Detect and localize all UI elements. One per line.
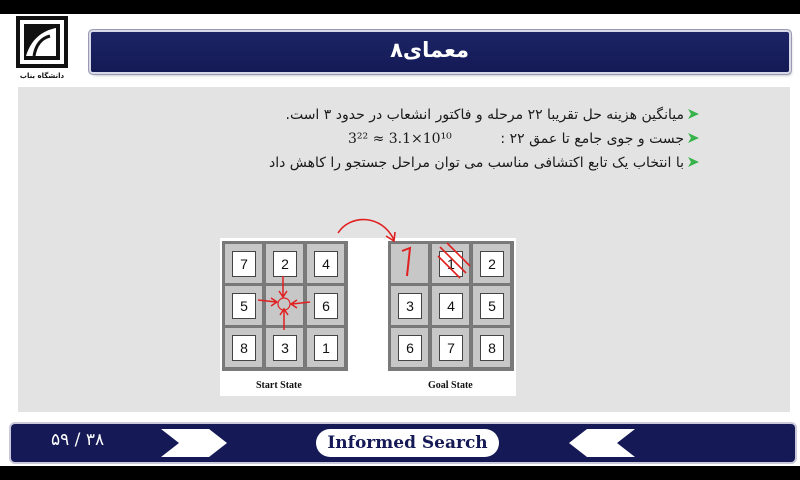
puzzle-tile: 1 — [314, 335, 338, 361]
bullet-item — [100, 127, 700, 151]
puzzle-tile: 5 — [232, 293, 256, 319]
puzzle-cell — [306, 327, 345, 368]
puzzle-tile: 7 — [439, 335, 463, 361]
complexity-formula: 3²² ≈ 3.1×10¹⁰ — [348, 131, 452, 147]
puzzle-cell — [390, 327, 429, 368]
puzzle-cell — [472, 243, 511, 284]
puzzle-tile: 2 — [273, 251, 297, 277]
puzzle-cell — [265, 327, 304, 368]
goal-state-board — [388, 241, 514, 371]
start-state-board — [222, 241, 348, 371]
goal-state-label: Goal State — [428, 380, 473, 391]
puzzle-tile: 5 — [480, 293, 504, 319]
puzzle-cell — [431, 285, 470, 326]
puzzle-blank-cell — [265, 285, 304, 326]
puzzle-cell — [431, 243, 470, 284]
bullet-arrow-icon — [686, 131, 700, 145]
chevron-left-icon — [569, 429, 635, 457]
puzzle-cell — [431, 327, 470, 368]
puzzle-cell — [224, 327, 263, 368]
bullet-list — [100, 103, 700, 175]
puzzle-tile: 8 — [232, 335, 256, 361]
top-black-bar — [0, 0, 800, 14]
start-state-label: Start State — [256, 380, 302, 391]
bullet-arrow-icon — [686, 155, 700, 169]
puzzle-cell — [306, 243, 345, 284]
puzzle-tile: 6 — [398, 335, 422, 361]
bullet-item — [100, 151, 700, 175]
bullet-text: جست و جوی جامع تا عمق ۲۲ : — [500, 131, 684, 147]
university-logo — [12, 16, 72, 80]
puzzle-cell — [265, 243, 304, 284]
bullet-item — [100, 103, 700, 127]
puzzle-tile: 1 — [439, 251, 463, 277]
footer-title: Informed Search — [316, 429, 499, 457]
puzzle-cell — [390, 285, 429, 326]
logo-caption: دانشگاه بناب — [19, 72, 65, 80]
puzzle-cell — [306, 285, 345, 326]
puzzle-blank-cell — [390, 243, 429, 284]
slide-title: معمای۸ — [390, 38, 469, 62]
puzzle-cell — [224, 285, 263, 326]
puzzle-tile: 2 — [480, 251, 504, 277]
page-number: ۳۸ / ۵۹ — [51, 430, 105, 450]
bottom-black-bar — [0, 466, 800, 480]
puzzle-tile: 4 — [439, 293, 463, 319]
puzzle-cell — [472, 327, 511, 368]
slide-title-bar — [91, 32, 789, 72]
puzzle-tile: 3 — [273, 335, 297, 361]
puzzle-tile: 4 — [314, 251, 338, 277]
puzzle-cell — [472, 285, 511, 326]
puzzle-cell — [224, 243, 263, 284]
puzzle-tile: 3 — [398, 293, 422, 319]
slide-footer — [11, 424, 795, 462]
bullet-text: با انتخاب یک تابع اکتشافی مناسب می توان مراحل جستجو را کاهش داد — [268, 155, 684, 171]
bullet-text: میانگین هزینه حل تقریبا ۲۲ مرحله و فاکتور انشعاب در حدود ۳ است. — [285, 107, 684, 123]
chevron-right-icon — [161, 429, 227, 457]
bullet-arrow-icon — [686, 107, 700, 121]
logo-emblem-icon — [12, 16, 72, 70]
puzzle-tile: 7 — [232, 251, 256, 277]
puzzle-tile: 8 — [480, 335, 504, 361]
puzzle-tile: 6 — [314, 293, 338, 319]
